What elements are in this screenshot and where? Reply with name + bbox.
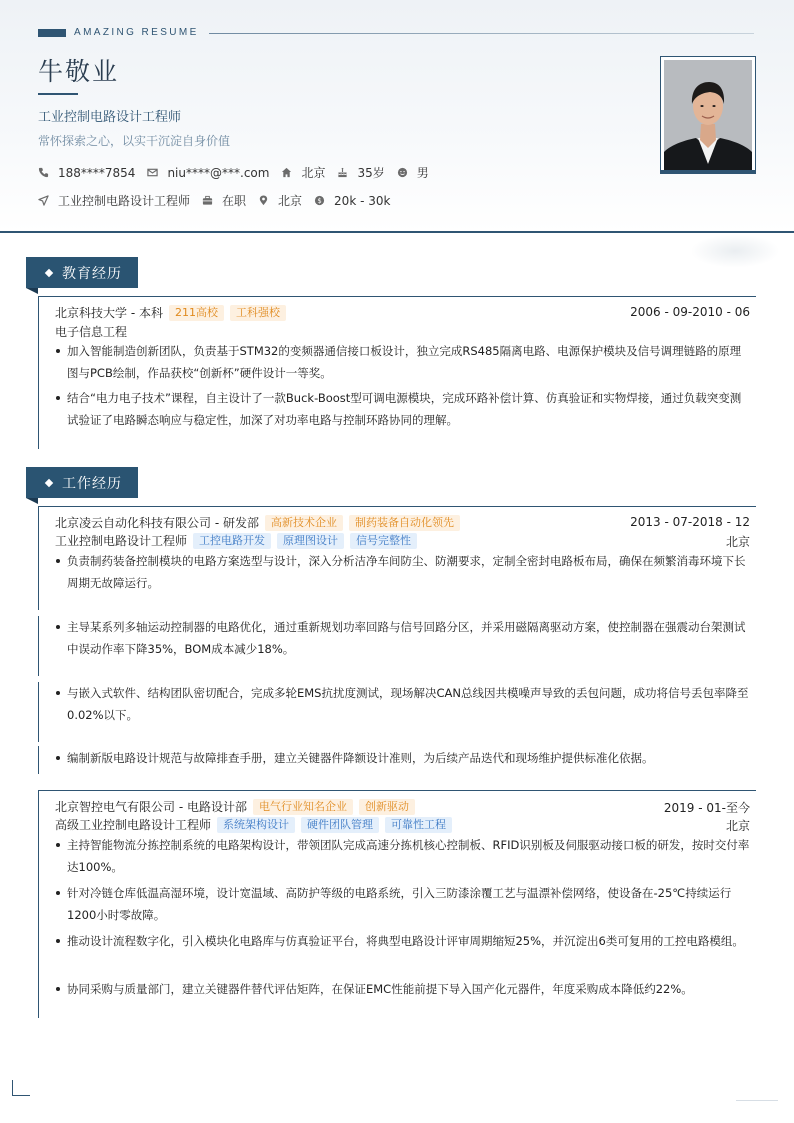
decorative-glow bbox=[690, 234, 780, 268]
job-location: 北京 bbox=[725, 819, 750, 833]
position-title: 高级工业控制电路设计工程师 bbox=[55, 818, 212, 832]
job-bullet: 推动设计流程数字化，引入模块化电路库与仿真验证平台，将典型电路设计评审周期缩短25%，并沉淀出6类可复用的工控电路模组。 bbox=[55, 930, 751, 952]
major: 电子信息工程 bbox=[55, 325, 128, 339]
phone-text: 188****7854 bbox=[58, 165, 136, 180]
send-icon bbox=[38, 195, 49, 206]
school-line bbox=[55, 304, 286, 321]
job-entry bbox=[38, 506, 756, 610]
position-tag: 可靠性工程 bbox=[385, 817, 452, 833]
job-entry-continued bbox=[38, 616, 756, 676]
education-bullet: 结合“电力电子技术”课程，自主设计了一款Buck-Boost型可调电源模块，完成环路补偿计算、仿真验证和实物焊接，通过负载突变测试验证了电路瞬态响应与稳定性，加深了对功率电路与控制环路协同的理解。 bbox=[55, 387, 751, 431]
position-tag: 信号完整性 bbox=[350, 533, 417, 549]
education-date: 2006 - 09-2010 - 06 bbox=[630, 305, 750, 319]
school-tag: 211高校 bbox=[169, 305, 224, 321]
diamond-icon bbox=[45, 478, 53, 486]
company-tag: 创新驱动 bbox=[359, 799, 415, 815]
age-item bbox=[337, 164, 384, 181]
profile-photo-frame bbox=[660, 56, 756, 174]
status-item bbox=[202, 192, 246, 209]
phone-item bbox=[38, 166, 135, 180]
job-intention-row bbox=[38, 192, 402, 209]
header-divider bbox=[0, 231, 794, 233]
company-tag: 制药装备自动化领先 bbox=[349, 515, 460, 531]
city-item bbox=[281, 164, 325, 181]
footer-rule bbox=[736, 1100, 778, 1101]
profile-photo bbox=[664, 60, 752, 170]
company-line bbox=[55, 798, 415, 815]
job-bullet: 主持智能物流分拣控制系统的电路架构设计，带领团队完成高速分拣机核心控制板、RFID识别板及伺服驱动接口板的研发，按时交付率达100%。 bbox=[55, 834, 751, 878]
section-fold bbox=[26, 498, 38, 504]
gender-text: 男 bbox=[416, 166, 429, 180]
work-section-header bbox=[26, 467, 138, 498]
section-fold bbox=[26, 288, 38, 294]
contact-info-row bbox=[38, 164, 441, 181]
money-icon bbox=[314, 195, 325, 206]
company-tag: 电气行业知名企业 bbox=[253, 799, 353, 815]
education-bullet: 加入智能制造创新团队，负责基于STM32的变频器通信接口板设计，独立完成RS485隔离电路、电源保护模块及信号调理链路的原理图与PCB绘制，作品获校“创新杯”硬件设计一等奖。 bbox=[55, 340, 751, 384]
job-date: 2019 - 01-至今 bbox=[663, 801, 750, 815]
email-text: niu****@***.com bbox=[167, 165, 270, 180]
intent-city-item bbox=[258, 192, 302, 209]
status-text: 在职 bbox=[222, 194, 247, 208]
brand-bar bbox=[38, 29, 66, 37]
position-tag: 系统架构设计 bbox=[217, 817, 295, 833]
job-entry-continued bbox=[38, 746, 756, 774]
company-tag: 高新技术企业 bbox=[265, 515, 343, 531]
job-bullet: 与嵌入式软件、结构团队密切配合，完成多轮EMS抗扰度测试，现场解决CAN总线因共模噪声导致的丢包问题，成功将信号丢包率降至0.02%以下。 bbox=[55, 682, 751, 726]
job-bullet: 主导某系列多轴运动控制器的电路优化，通过重新规划功率回路与信号回路分区，并采用磁隔离驱动方案，使控制器在强震动台架测试中误动作率下降35%，BOM成本减少18%。 bbox=[55, 616, 751, 660]
gender-item bbox=[397, 164, 429, 181]
face-icon bbox=[397, 167, 408, 178]
company-line bbox=[55, 514, 460, 531]
job-entry-continued bbox=[38, 682, 756, 742]
job-bullet: 针对冷链仓库低温高湿环境，设计宽温域、高防护等级的电路系统，引入三防漆涂覆工艺与温漂补偿网络，使设备在-25℃持续运行1200小时零故障。 bbox=[55, 882, 751, 926]
position-line bbox=[55, 816, 452, 833]
diamond-icon bbox=[45, 268, 53, 276]
job-location: 北京 bbox=[725, 535, 750, 549]
position-title: 工业控制电路设计工程师 bbox=[55, 534, 188, 548]
location-pin-icon bbox=[258, 195, 269, 206]
intent-city-text: 北京 bbox=[278, 194, 303, 208]
company-name: 北京凌云自动化科技有限公司 - 研发部 bbox=[55, 516, 259, 530]
education-section-title: 教育经历 bbox=[62, 265, 122, 282]
school-tag: 工科强校 bbox=[230, 305, 286, 321]
job-bullet: 编制新版电路设计规范与故障排查手册，建立关键器件降额设计准则，为后续产品迭代和现场维护提供标准化依据。 bbox=[55, 747, 751, 769]
intent-position-item bbox=[38, 192, 190, 209]
position-tag: 工控电路开发 bbox=[193, 533, 271, 549]
salary-text: 20k - 30k bbox=[334, 193, 391, 208]
home-icon bbox=[281, 167, 292, 178]
job-bullet: 协同采购与质量部门，建立关键器件替代评估矩阵，在保证EMC性能前提下导入国产化元器件，年度采购成本降低约22%。 bbox=[55, 978, 751, 1000]
job-entry bbox=[38, 790, 756, 1018]
position-tag: 硬件团队管理 bbox=[301, 817, 379, 833]
city-text: 北京 bbox=[301, 166, 326, 180]
school-name: 北京科技大学 - 本科 bbox=[55, 306, 163, 320]
motto: 常怀探索之心，以实干沉淀自身价值 bbox=[38, 134, 231, 148]
email-item bbox=[147, 166, 269, 180]
phone-icon bbox=[38, 167, 49, 178]
work-section-title: 工作经历 bbox=[62, 475, 122, 492]
education-section-header bbox=[26, 257, 138, 288]
salary-item bbox=[314, 194, 390, 208]
mail-icon bbox=[147, 167, 158, 178]
job-date: 2013 - 07-2018 - 12 bbox=[630, 515, 750, 529]
position-tag: 原理图设计 bbox=[277, 533, 344, 549]
education-entry bbox=[38, 296, 756, 449]
brand-rule bbox=[209, 33, 754, 34]
photo-accent-bar bbox=[660, 170, 756, 174]
position-line bbox=[55, 532, 417, 549]
cake-icon bbox=[337, 167, 348, 178]
candidate-name: 牛敬业 bbox=[38, 57, 120, 86]
briefcase-icon bbox=[202, 195, 213, 206]
job-bullet: 负责制药装备控制模块的电路方案选型与设计，深入分析洁净车间防尘、防潮要求，定制全密封电路板布局，确保在频繁消毒环境下长周期无故障运行。 bbox=[55, 550, 751, 594]
intent-position-text: 工业控制电路设计工程师 bbox=[58, 194, 191, 208]
age-text: 35岁 bbox=[357, 166, 385, 180]
job-title: 工业控制电路设计工程师 bbox=[38, 110, 182, 125]
name-underline bbox=[38, 93, 78, 95]
svg-text:$: $ bbox=[317, 196, 322, 205]
company-name: 北京智控电气有限公司 - 电路设计部 bbox=[55, 800, 247, 814]
corner-mark bbox=[12, 1080, 30, 1096]
brand-text: AMAZING RESUME bbox=[74, 27, 199, 38]
